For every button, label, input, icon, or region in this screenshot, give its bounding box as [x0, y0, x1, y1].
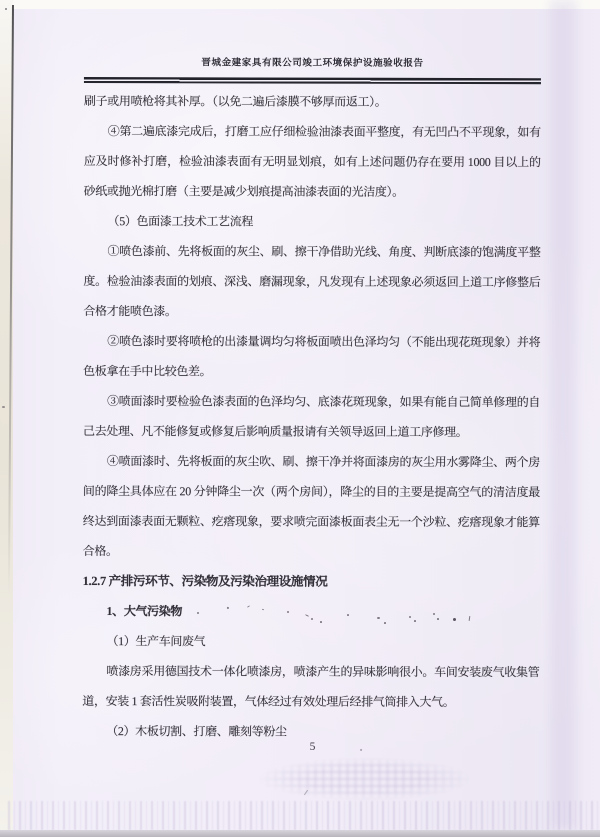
ink-speck [311, 618, 313, 620]
paragraph-3: ①喷色漆前、先将板面的灰尘、刷、擦干净借助光线、角度、判断底漆的饱满度平整度。检验油漆表面的划痕、深浅、磨漏现象，凡发现有上述现象必须返回上道工序修整后合格才能喷色漆。 [83, 244, 541, 319]
ink-speck [262, 609, 264, 610]
reverse-side-bleedthrough-streaks [8, 801, 600, 830]
paragraph-10: 喷漆房采用德国技术一体化喷漆房，喷漆产生的异味影响很小。车间安装废气收集管道，安装 1 套活性炭吸附装置，气体经过有效处理后经排气筒排入大气。 [82, 664, 540, 709]
ink-speck [5, 8, 7, 10]
paragraph-9: （1）生产车间废气 [106, 634, 206, 649]
paper-right-shadow [550, 0, 576, 830]
paragraph-4: ②喷色漆时要将喷枪的出漆量调均匀将板面喷出色泽均匀（不能出现花斑现象）并将色板拿在手中比较色差。 [83, 334, 541, 379]
ink-speck [414, 620, 416, 622]
page-number: 5 [309, 741, 316, 753]
header-double-rule [84, 77, 541, 84]
ink-speck [453, 618, 456, 621]
paragraph-1: ④第二遍底漆完成后，打磨工应仔细检验油漆表面平整度，有无凹凸不平现象，如有应及时修补打磨，检验油漆表面有无明显划痕，如有上述问题仍存在要用 1000 目以上的砂纸或抛光棉打磨（主要是减少划痕提高油漆表面的光洁度）。 [83, 124, 541, 199]
ink-speck [433, 613, 435, 615]
ink-speck [320, 621, 322, 623]
ink-speck [347, 614, 349, 616]
ink-speck [287, 611, 289, 613]
ink-speck [197, 612, 199, 614]
ink-speck [384, 622, 386, 624]
ink-speck [409, 616, 411, 618]
report-header-title: 晋城金建家具有限公司竣工环境保护设施验收报告 [201, 58, 424, 69]
ink-speck [437, 618, 439, 620]
scan-top-edge [0, 0, 600, 9]
section-heading-1-2-7: 1.2.7 产排污环节、污染物及污染治理设施情况 [82, 573, 328, 589]
paragraph-0: 刷子或用喷枪将其补厚。（以免二遍后漆膜不够厚而返工）。 [83, 93, 387, 109]
subheading-air-pollutants: 1、大气污染物 [106, 604, 183, 619]
ink-speck [2, 406, 5, 408]
paragraph-11: （2）木板切割、打磨、雕刻等粉尘 [106, 724, 287, 739]
ink-speck [377, 617, 380, 619]
paragraph-5: ③喷面漆时要检验色漆表面的色泽均匀、底漆花斑现象，如果有能自己简单修理的自己去处理、凡不能修复或修复后影响质量报请有关领导返回上道工序修理。 [82, 394, 541, 440]
paragraph-2: （5）色面漆工技术工艺流程 [107, 214, 254, 229]
scan-bottom-edge [0, 830, 600, 837]
body-text [82, 86, 541, 747]
paragraph-6: ④喷面漆时、先将板面的灰尘吹、刷、擦干净并将面漆房的灰尘用水雾降尘、两个房间的降尘具体应在 20 分钟降尘一次（两个房间），降尘的目的主要是提高空气的清洁度最终达到面漆表面无颗粒、疙瘩现象，要求喷完面漆板面表尘无一个沙粒、疙瘩现象才能算合格。 [82, 454, 540, 559]
page-content [82, 55, 541, 747]
reverse-side-bleedthrough-text [258, 757, 473, 801]
